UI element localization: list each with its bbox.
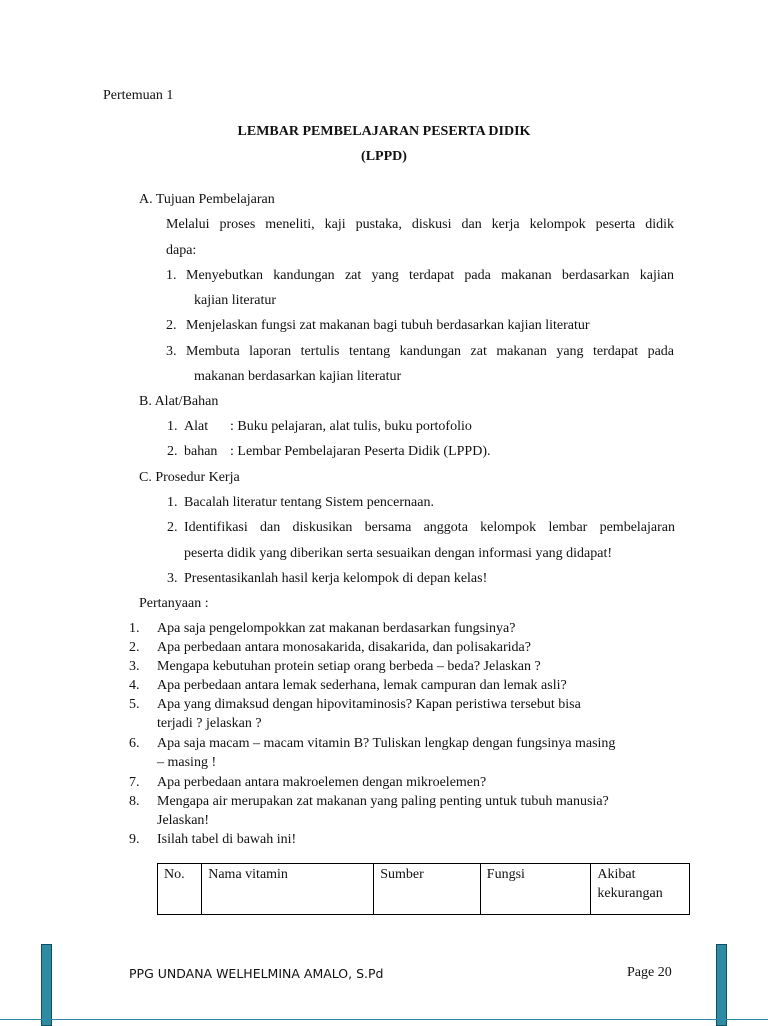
meeting-label: Pertemuan 1 xyxy=(103,88,174,103)
section-a-item-text: Menyebutkan kandungan zat yang terdapat pada makanan berdasarkan kajian xyxy=(186,268,674,283)
question-continuation: terjadi ? jelaskan ? xyxy=(157,716,262,731)
section-c-item-text: Identifikasi dan diskusikan bersama anggota kelompok lembar pembelajaran xyxy=(184,520,675,535)
section-c-item-continuation: peserta didik yang diberikan serta sesuaikan dengan informasi yang didapat! xyxy=(184,546,613,561)
section-a-item-continuation: kajian literatur xyxy=(194,293,277,308)
footer-divider xyxy=(0,1019,768,1020)
question-number: 7. xyxy=(129,775,140,790)
page-number: Page 20 xyxy=(627,965,672,980)
section-b-item-text: : Lembar Pembelajaran Peserta Didik (LPPD). xyxy=(230,444,491,459)
table-header-cell: Fungsi xyxy=(480,864,591,915)
question-text: Apa perbedaan antara lemak sederhana, lemak campuran dan lemak asli? xyxy=(157,678,567,693)
question-number: 8. xyxy=(129,794,140,809)
document-subtitle: (LPPD) xyxy=(361,149,407,164)
section-a-item-continuation: makanan berdasarkan kajian literatur xyxy=(194,369,402,384)
section-b-item-text: : Buku pelajaran, alat tulis, buku portofolio xyxy=(230,419,472,434)
question-number: 2. xyxy=(129,640,140,655)
question-text: Apa perbedaan antara monosakarida, disakarida, dan polisakarida? xyxy=(157,640,531,655)
table-header-cell: Akibat kekurangan xyxy=(591,864,690,915)
footer-right-bar xyxy=(716,944,727,1026)
question-text: Apa yang dimaksud dengan hipovitaminosis? Kapan peristiwa tersebut bisa xyxy=(157,697,581,712)
section-c-heading: C. Prosedur Kerja xyxy=(139,470,240,485)
section-c-item-number: 1. xyxy=(167,495,178,510)
question-text: Apa saja macam – macam vitamin B? Tuliskan lengkap dengan fungsinya masing xyxy=(157,736,616,751)
question-continuation: – masing ! xyxy=(157,755,217,770)
section-a-item-number: 2. xyxy=(166,318,177,333)
section-a-item-text: Membuta laporan tertulis tentang kandungan zat makanan yang terdapat pada xyxy=(186,344,674,359)
section-c-item-text: Presentasikanlah hasil kerja kelompok di depan kelas! xyxy=(184,571,488,586)
section-b-item-number: 2. xyxy=(167,444,178,459)
section-b-heading: B. Alat/Bahan xyxy=(139,394,219,409)
question-text: Mengapa air merupakan zat makanan yang paling penting untuk tubuh manusia? xyxy=(157,794,609,809)
question-number: 4. xyxy=(129,678,140,693)
footer-author: PPG UNDANA WELHELMINA AMALO, S.Pd xyxy=(129,966,384,981)
question-text: Apa perbedaan antara makroelemen dengan mikroelemen? xyxy=(157,775,487,790)
section-a-intro-line1: Melalui proses meneliti, kaji pustaka, diskusi dan kerja kelompok peserta didik xyxy=(166,217,674,232)
table-header-row xyxy=(158,864,690,915)
footer-left-bar xyxy=(41,944,52,1026)
section-b-item-number: 1. xyxy=(167,419,178,434)
section-c-item-number: 3. xyxy=(167,571,178,586)
section-a-item-number: 1. xyxy=(166,268,177,283)
table-header-cell: Sumber xyxy=(374,864,481,915)
question-number: 6. xyxy=(129,736,140,751)
table-header-cell: No. xyxy=(158,864,202,915)
section-c-item-number: 2. xyxy=(167,520,178,535)
question-number: 5. xyxy=(129,697,140,712)
vitamin-table xyxy=(157,863,690,915)
question-text: Mengapa kebutuhan protein setiap orang berbeda – beda? Jelaskan ? xyxy=(157,659,541,674)
section-b-item-label: bahan xyxy=(184,444,218,459)
document-title: LEMBAR PEMBELAJARAN PESERTA DIDIK xyxy=(237,124,531,139)
question-number: 9. xyxy=(129,832,140,847)
section-a-item-text: Menjelaskan fungsi zat makanan bagi tubuh berdasarkan kajian literatur xyxy=(186,318,590,333)
questions-heading: Pertanyaan : xyxy=(139,596,209,611)
question-text: Apa saja pengelompokkan zat makanan berdasarkan fungsinya? xyxy=(157,621,516,636)
question-continuation: Jelaskan! xyxy=(157,813,210,828)
question-number: 3. xyxy=(129,659,140,674)
section-a-heading: A. Tujuan Pembelajaran xyxy=(139,192,275,207)
section-a-intro-line2: dapa: xyxy=(166,243,197,258)
question-number: 1. xyxy=(129,621,140,636)
section-c-item-text: Bacalah literatur tentang Sistem pencernaan. xyxy=(184,495,434,510)
table-header-cell: Nama vitamin xyxy=(202,864,374,915)
section-a-item-number: 3. xyxy=(166,344,177,359)
question-text: Isilah tabel di bawah ini! xyxy=(157,832,297,847)
section-b-item-label: Alat xyxy=(184,419,209,434)
